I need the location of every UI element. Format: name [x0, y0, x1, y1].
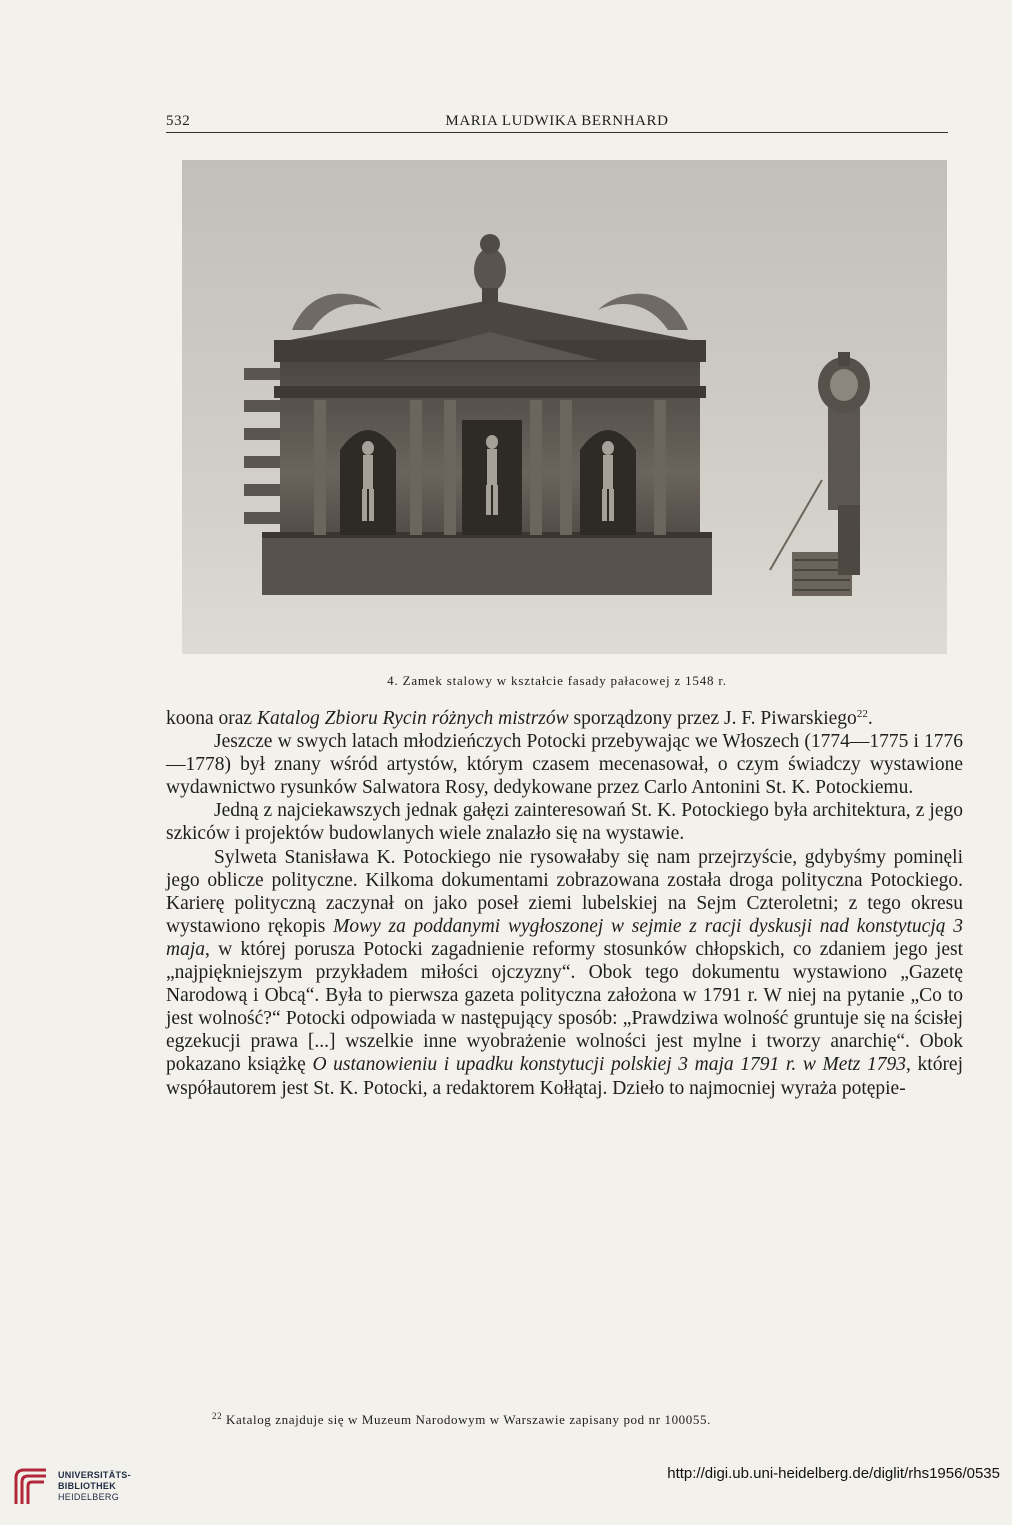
text-run: , w której porusza Potocki zagadnienie reformy stosunków chłopskich, co zdaniem jego jest „najpiękniejszym przykładem miłości ojczyzny“. Obok tego dokumentu wystawiono „Gazetę Narodową i Obcą“. Była to pierwsza gazeta polityczna założona w 1791 r. W niej na pytanie „Co to jest wolność?“ Potocki odpowiada w następujący sposób: „Prawdziwa wolność gruntuje się na ścisłej egzekucji prawa [...] wszelkie inne wyobrażenie wolności jest mylne i tworzy anarchię“. Obok pokazano książkę — [166, 938, 963, 1076]
text-run: Jedną z najciekawszych jednak gałęzi zainteresowań St. K. Potockiego była architektura, z jego szkiców i projektów budowlanych wiele znalazło się na wystawie. — [166, 800, 963, 845]
footnote-ref: 22 — [856, 708, 868, 720]
text-run: Sylweta Stanisława K. Potockiego nie rysowałaby się nam przejrzyście, gdybyśmy pominęli jego oblicze polityczne. Kilkoma dokumentami zobrazowana została droga polityczna Potockiego. Karierę polityczną zaczynał on jako poseł ziemi lubelskiej na Sejm Czteroletni; z tego okresu wystawiono rękopis — [166, 846, 963, 937]
source-url[interactable]: http://digi.ub.uni-heidelberg.de/diglit/rhs1956/0535 — [667, 1465, 1000, 1482]
running-title: MARIA LUDWIKA BERNHARD — [445, 113, 669, 129]
figure-caption: 4. Zamek stalowy w kształcie fasady pałacowej z 1548 r. — [387, 673, 727, 688]
text-run: sporządzony przez J. F. Piwarskiego — [568, 708, 857, 729]
library-logo — [10, 1464, 170, 1514]
italic-title: Mowy za poddanymi wygłoszonej w sejmie z racji dyskusji nad konstytucją 3 maja — [166, 915, 963, 960]
footnote — [212, 1412, 952, 1428]
header-rule — [166, 132, 948, 133]
paragraph — [166, 730, 963, 799]
paragraph — [166, 707, 963, 730]
library-line-1: UNIVERSITÄTS- — [58, 1470, 131, 1480]
body-text — [166, 707, 963, 1100]
paragraph — [166, 799, 963, 845]
running-header — [166, 113, 948, 133]
footnote-text: Katalog znajduje się w Muzeum Narodowym w Warszawie zapisany pod nr 100055. — [222, 1412, 711, 1427]
italic-title: O ustanowieniu i upadku konstytucji polskiej 3 maja 1791 r. w Metz 1793 — [312, 1054, 907, 1076]
library-line-2: BIBLIOTHEK — [58, 1481, 116, 1491]
footnote-number: 22 — [212, 1411, 223, 1421]
text-run: . — [867, 708, 873, 729]
text-run: Jeszcze w swych latach młodzieńczych Potocki przebywając we Włoszech (1774—1775 i 1776—1778) był znany wśród artystów, którym czasem mecenasował, o czym świadczy wystawione wydawnictwo rysunków Salwatora Rosy, dedykowane przez Carlo Antonini St. K. Potockiemu. — [166, 731, 963, 799]
steel-lock-photo — [182, 160, 947, 654]
paragraph — [166, 846, 963, 1100]
text-run: koona oraz — [166, 708, 257, 729]
italic-title: Katalog Zbioru Rycin różnych mistrzów — [256, 708, 569, 729]
text-run: , której współautorem jest St. K. Potocki, a redaktorem Kołłątaj. Dzieło to najmocniej wyraża potępie- — [166, 1054, 964, 1099]
library-line-3: HEIDELBERG — [58, 1492, 120, 1502]
figure-photo — [182, 160, 947, 654]
page-number: 532 — [166, 113, 191, 129]
library-emblem-icon — [10, 1464, 54, 1510]
